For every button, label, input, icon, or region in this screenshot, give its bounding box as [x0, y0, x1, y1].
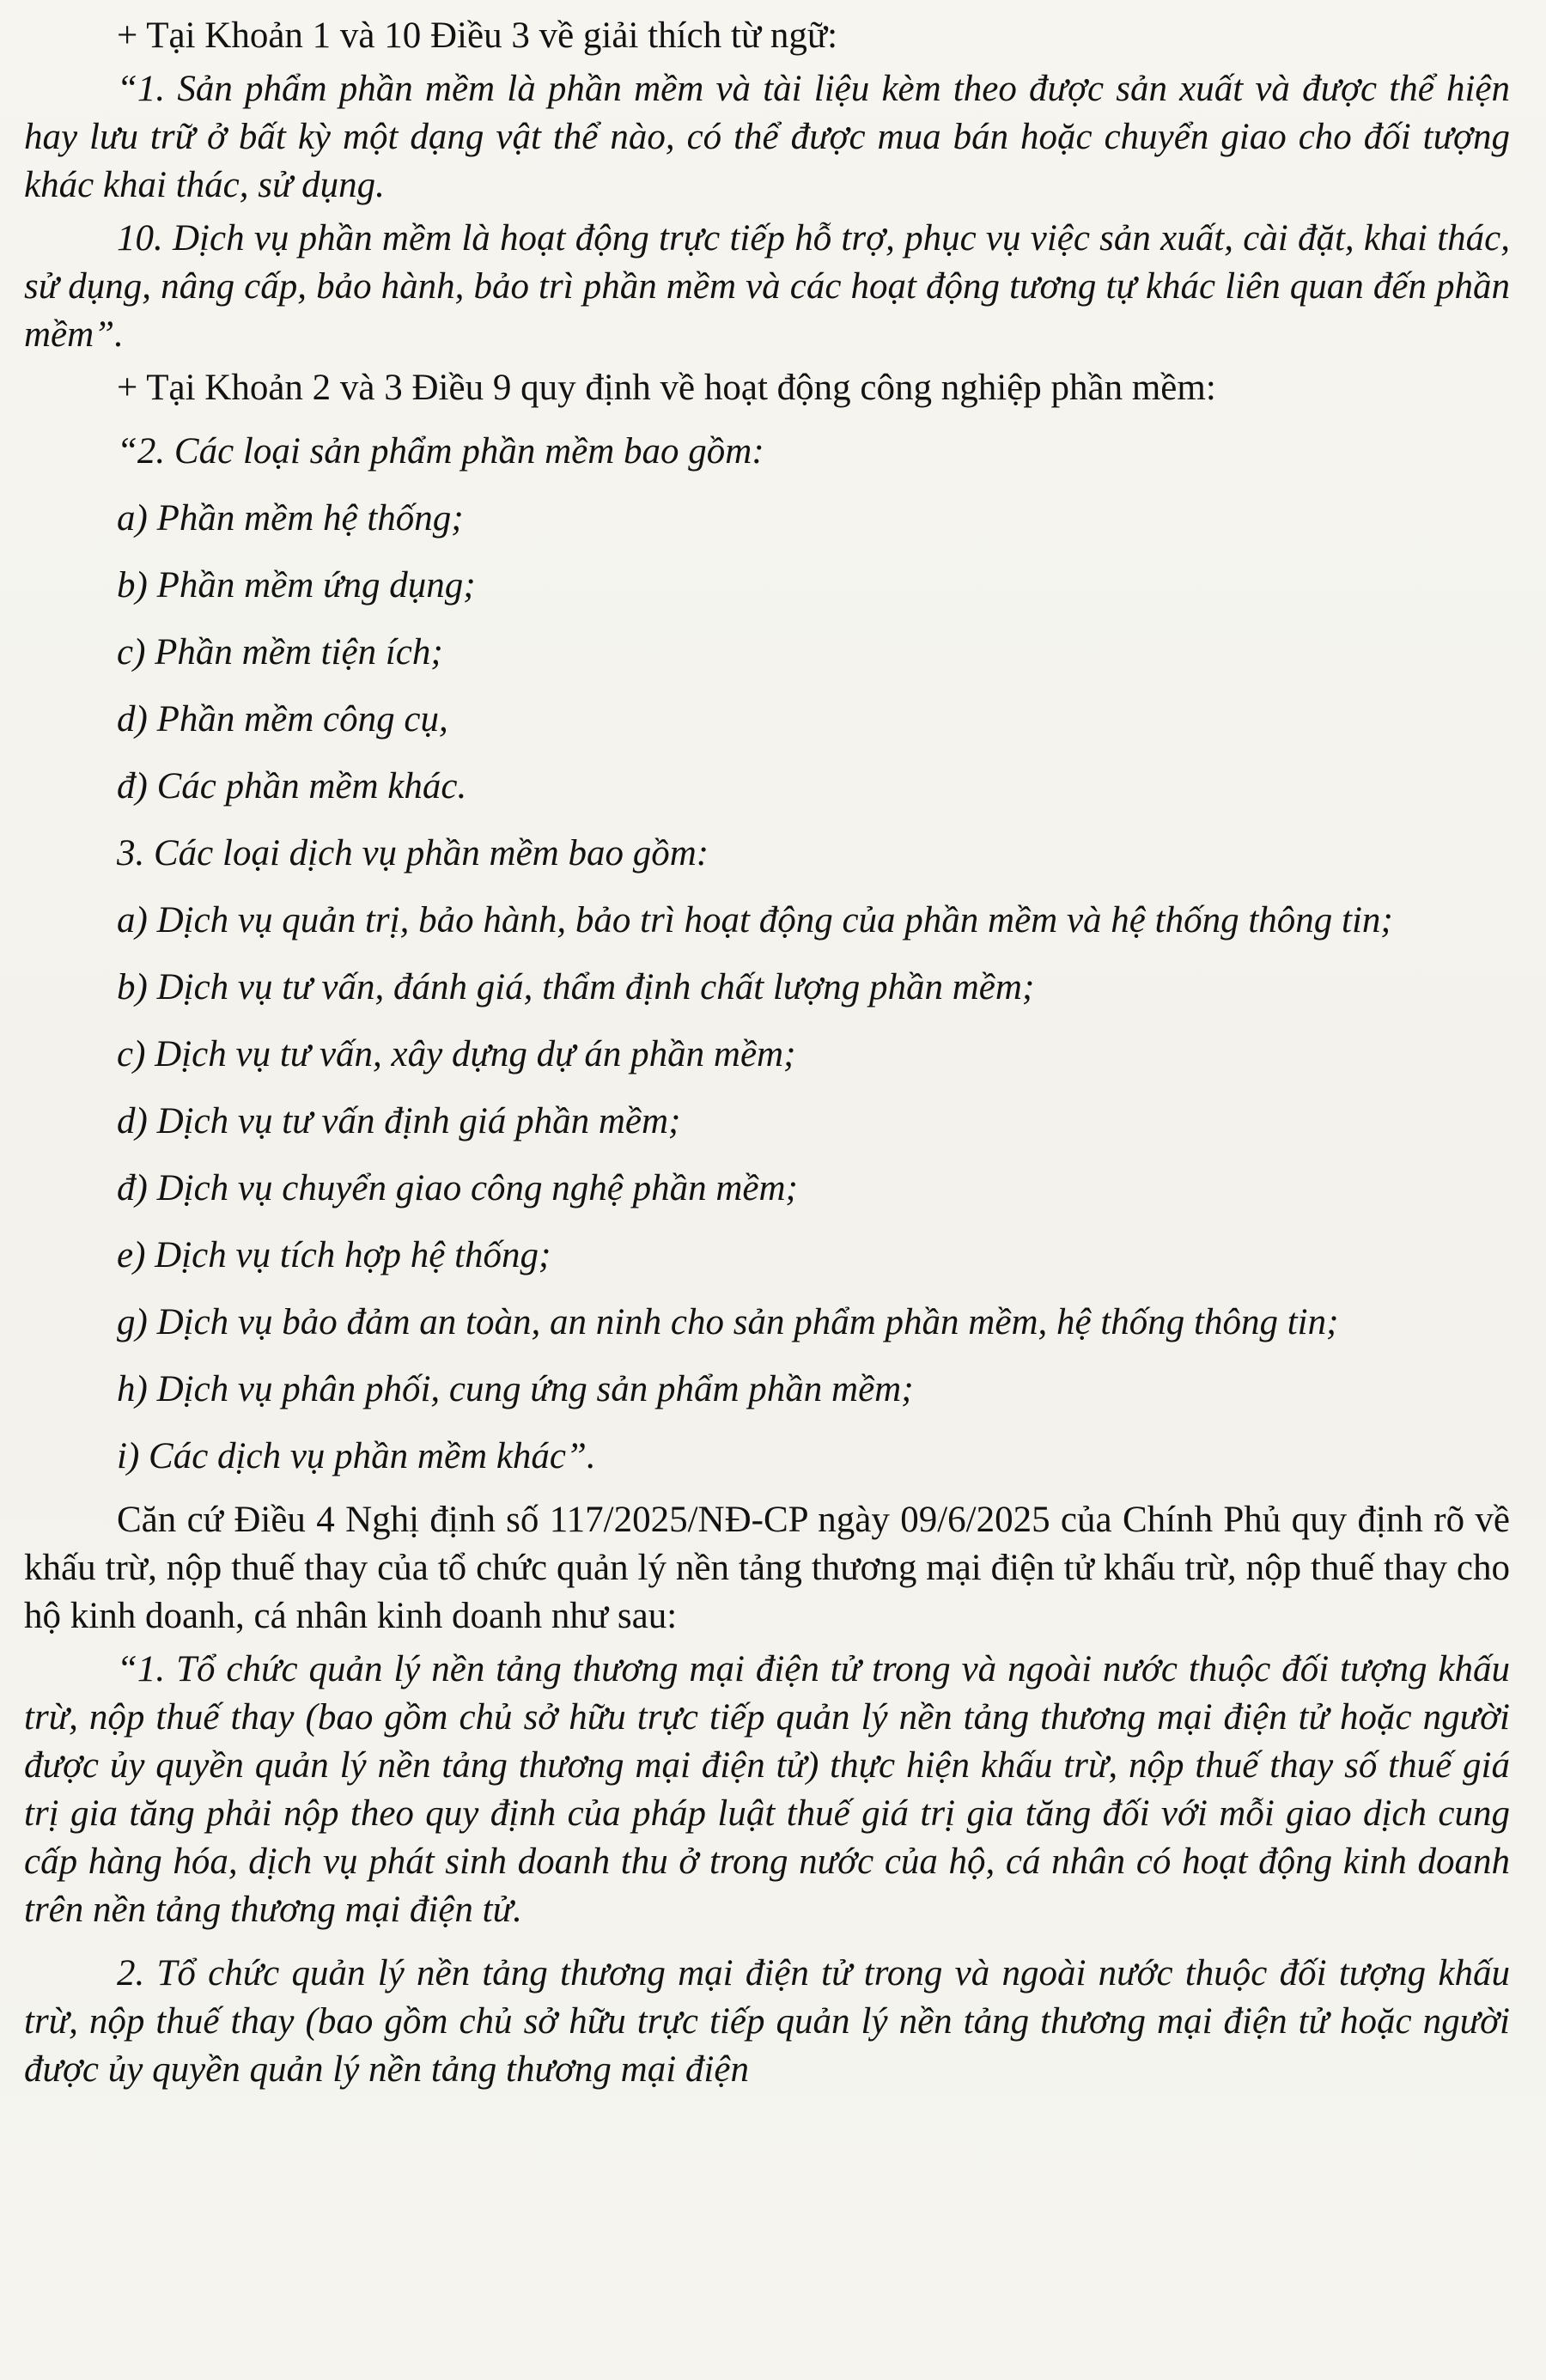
paragraph-software-services-intro: 3. Các loại dịch vụ phần mềm bao gồm: [117, 833, 709, 873]
list-item-service-dd: đ) Dịch vụ chuyển giao công nghệ phần mềm; [117, 1168, 798, 1208]
list-item-product-d: d) Phần mềm công cụ, [117, 699, 448, 740]
list-item-service-g: g) Dịch vụ bảo đảm an toàn, an ninh cho sản phẩm phần mềm, hệ thống thông tin; [117, 1302, 1339, 1342]
paragraph-heading-article-9: + Tại Khoản 2 và 3 Điều 9 quy định về hoạt động công nghiệp phần mềm: [117, 368, 1216, 408]
paragraph-decree-117-basis: Căn cứ Điều 4 Nghị định số 117/2025/NĐ-CP ngày 09/6/2025 của Chính Phủ quy định rõ về khấu trừ, nộp thuế thay của tổ chức quản lý nền tảng thương mại điện tử khấu trừ, nộp thuế thay cho hộ kinh doanh, cá nhân kinh doanh như sau: [24, 1500, 1510, 1636]
list-item-service-c: c) Dịch vụ tư vấn, xây dựng dự án phần mềm; [117, 1034, 796, 1074]
list-item-product-dd: đ) Các phần mềm khác. [117, 766, 467, 807]
paragraph-decree-clause-2: 2. Tổ chức quản lý nền tảng thương mại điện tử trong và ngoài nước thuộc đối tượng khấu trừ, nộp thuế thay (bao gồm chủ sở hữu trực tiếp quản lý nền tảng thương mại điện tử hoặc người được ủy quyền quản lý nền tảng thương mại điện [24, 1953, 1510, 2090]
list-item-product-c: c) Phần mềm tiện ích; [117, 632, 443, 673]
list-item-service-d: d) Dịch vụ tư vấn định giá phần mềm; [117, 1101, 681, 1141]
document-body [24, 12, 1510, 2094]
paragraph-decree-clause-1: “1. Tổ chức quản lý nền tảng thương mại điện tử trong và ngoài nước thuộc đối tượng khấu trừ, nộp thuế thay (bao gồm chủ sở hữu trực tiếp quản lý nền tảng thương mại điện tử hoặc người được ủy quyền quản lý nền tảng thương mại điện tử) thực hiện khấu trừ, nộp thuế thay số thuế giá trị gia tăng phải nộp theo quy định của pháp luật thuế giá trị gia tăng đối với mỗi giao dịch cung cấp hàng hóa, dịch vụ phát sinh doanh thu ở trong nước của hộ, cá nhân có hoạt động kinh doanh trên nền tảng thương mại điện tử. [24, 1649, 1510, 1930]
paragraph-definition-1: “1. Sản phẩm phần mềm là phần mềm và tài liệu kèm theo được sản xuất và được thể hiện hay lưu trữ ở bất kỳ một dạng vật thể nào, có thể được mua bán hoặc chuyển giao cho đối tượng khác khai thác, sử dụng. [24, 69, 1510, 205]
paragraph-heading-article-3: + Tại Khoản 1 và 10 Điều 3 về giải thích từ ngữ: [117, 15, 838, 56]
list-item-service-a: a) Dịch vụ quản trị, bảo hành, bảo trì hoạt động của phần mềm và hệ thống thông tin; [117, 900, 1393, 940]
list-item-service-h: h) Dịch vụ phân phối, cung ứng sản phẩm phần mềm; [117, 1369, 914, 1409]
list-item-service-i: i) Các dịch vụ phần mềm khác”. [117, 1436, 596, 1476]
list-item-product-a: a) Phần mềm hệ thống; [117, 498, 464, 539]
paragraph-definition-10: 10. Dịch vụ phần mềm là hoạt động trực tiếp hỗ trợ, phục vụ việc sản xuất, cài đặt, khai thác, sử dụng, nâng cấp, bảo hành, bảo trì phần mềm và các hoạt động tương tự khác liên quan đến phần mềm”. [24, 218, 1510, 355]
list-item-service-b: b) Dịch vụ tư vấn, đánh giá, thẩm định chất lượng phần mềm; [117, 967, 1035, 1007]
list-item-product-b: b) Phần mềm ứng dụng; [117, 565, 476, 606]
list-item-service-e: e) Dịch vụ tích hợp hệ thống; [117, 1235, 551, 1275]
paragraph-software-products-intro: “2. Các loại sản phẩm phần mềm bao gồm: [117, 431, 764, 472]
